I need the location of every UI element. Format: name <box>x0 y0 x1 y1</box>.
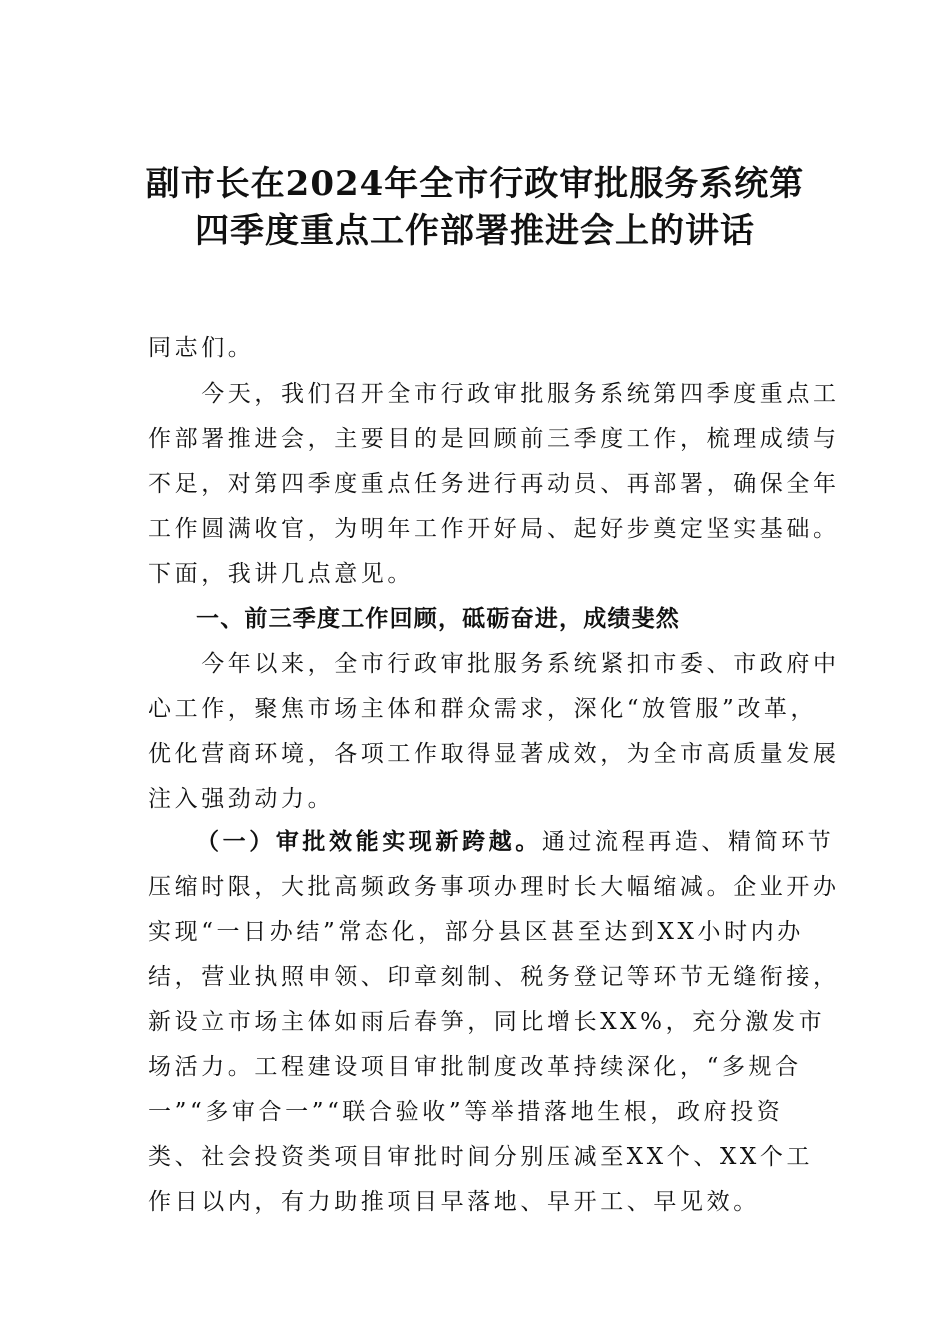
intro-line-4: 工作圆满收官，为明年工作开好局、起好步奠定坚实基础。 <box>148 516 840 542</box>
section-1-line-2: 心工作，聚焦市场主体和群众需求，深化“放管服”改革， <box>148 696 818 722</box>
section-1-heading: 一、前三季度工作回顾，砥砺奋进，成绩斐然 <box>196 606 680 632</box>
document-title-line-2: 四季度重点工作部署推进会上的讲话 <box>195 211 755 251</box>
subsection-1-line-8: 类、社会投资类项目审批时间分别压减至XX个、XX个工 <box>148 1144 814 1170</box>
subsection-1-first-line <box>196 820 835 865</box>
intro-line-5: 下面，我讲几点意见。 <box>148 561 414 587</box>
intro-line-2: 作部署推进会，主要目的是回顾前三季度工作，梳理成绩与 <box>148 426 840 452</box>
subsection-1-line-4: 结，营业执照申领、印章刻制、税务登记等环节无缝衔接， <box>148 964 840 990</box>
subsection-1-line-9: 作日以内，有力助推项目早落地、早开工、早见效。 <box>148 1189 760 1215</box>
subsection-1-line-6: 场活力。工程建设项目审批制度改革持续深化，“多规合 <box>148 1054 802 1080</box>
section-1-line-1: 今年以来，全市行政审批服务系统紧扣市委、市政府中 <box>148 651 840 677</box>
section-1-line-3: 优化营商环境，各项工作取得显著成效，为全市高质量发展 <box>148 741 840 767</box>
subsection-1-heading: （一）审批效能实现新跨越。 <box>196 829 542 855</box>
document-title-line-1: 副市长在2024年全市行政审批服务系统第 <box>145 164 805 204</box>
subsection-1-line-5: 新设立市场主体如雨后春笋，同比增长XX%，充分激发市 <box>148 1009 826 1035</box>
subsection-1-line-2: 压缩时限，大批高频政务事项办理时长大幅缩减。企业开办 <box>148 874 840 900</box>
subsection-1-first-line-text: 通过流程再造、精简环节 <box>541 829 835 855</box>
intro-line-1: 今天，我们召开全市行政审批服务系统第四季度重点工 <box>148 381 840 407</box>
section-1-line-4: 注入强劲动力。 <box>148 786 335 812</box>
salutation: 同志们。 <box>148 335 255 361</box>
subsection-1-line-3: 实现“一日办结”常态化，部分县区甚至达到XX小时内办 <box>148 919 804 945</box>
subsection-1-line-7: 一”“多审合一”“联合验收”等举措落地生根，政府投资 <box>148 1099 784 1125</box>
intro-line-3: 不足，对第四季度重点任务进行再动员、再部署，确保全年 <box>148 471 840 497</box>
